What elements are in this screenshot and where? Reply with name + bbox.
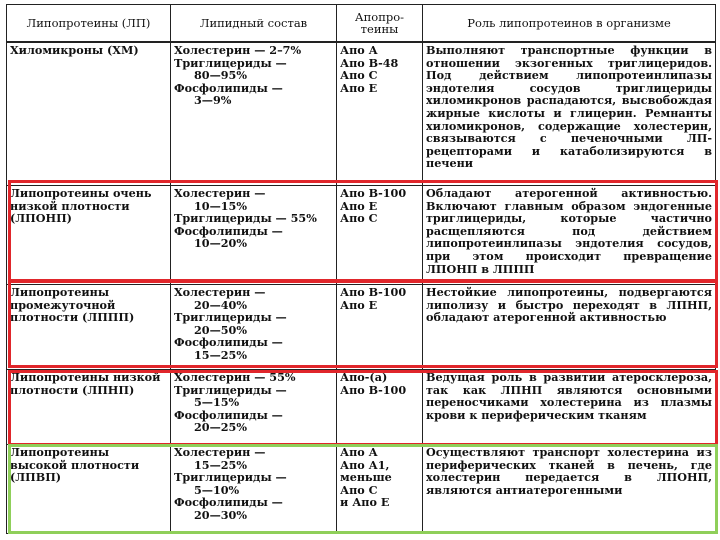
row-name: Липопротеины очень низкой плотности (ЛПОНП) <box>7 186 171 285</box>
row-apo: Апо В-100 Апо Е Апо С <box>337 186 423 285</box>
row-apo: Апо-(а) Апо В-100 <box>337 370 423 445</box>
header-lipoproteins: Липопротеины (ЛП) <box>7 5 171 43</box>
table-row-lponp <box>7 186 716 285</box>
row-apo: Апо В-100 Апо Е <box>337 285 423 370</box>
row-lipids: Холестерин — 20—40% Триглицериды — 20—50% Фосфолипиды — 15—25% <box>171 285 337 370</box>
lipoprotein-table <box>6 4 716 534</box>
row-apo: Апо А Апо А1, меньше Апо С и Апо Е <box>337 445 423 534</box>
header-lipid-composition: Липидный состав <box>171 5 337 43</box>
row-lipids: Холестерин — 10—15% Триглицериды — 55% Фосфолипиды — 10—20% <box>171 186 337 285</box>
lipoprotein-table-sheet <box>6 4 716 536</box>
header-apoproteins: Апопро- теины <box>337 5 423 43</box>
table-row-hm <box>7 42 716 186</box>
row-role: Ведущая роль в развитии атеросклероза, так как ЛПНП являются основными переносчиками холестерина из плазмы крови к периферическим тканям <box>423 370 716 445</box>
row-name: Липопротеины высокой плотности (ЛПВП) <box>7 445 171 534</box>
table-row-lpvp <box>7 445 716 534</box>
row-role: Обладают атерогенной активностью. Включают главным образом эндогенные триглицериды, которые частично расщепляются под действием липопротеинлипазы эндотелия сосудов, при этом происходит превращение ЛПОНП в ЛППП <box>423 186 716 285</box>
table-row-lpnp <box>7 370 716 445</box>
row-role: Осуществляют транспорт холестерина из периферических тканей в печень, где холестерин передается в ЛПОНП, являются антиатерогенными <box>423 445 716 534</box>
row-role: Нестойкие липопротеины, подвергаются липолизу и быстро переходят в ЛПНП, обладают атерогенной активностью <box>423 285 716 370</box>
row-role: Выполняют транспортные функции в отношении экзогенных триглицеридов. Под действием липопротеинлипазы эндотелия сосудов триглицериды хиломикронов распадаются, высвобождая жирные кислоты и глицерин. Ремнанты хиломикронов, содержащие холестерин, связываются с печеночными ЛП-рецепторами и катаболизируются в печени <box>423 42 716 186</box>
header-role: Роль липопротеинов в организме <box>423 5 716 43</box>
row-name: Хиломикроны (ХМ) <box>7 42 171 186</box>
row-name: Липопротеины промежуточной плотности (ЛППП) <box>7 285 171 370</box>
row-name: Липопротеины низкой плотности (ЛПНП) <box>7 370 171 445</box>
row-apo: Апо А Апо В-48 Апо С Апо Е <box>337 42 423 186</box>
row-lipids: Холестерин — 55% Триглицериды — 5—15% Фосфолипиды — 20—25% <box>171 370 337 445</box>
row-lipids: Холестерин — 15—25% Триглицериды — 5—10% Фосфолипиды — 20—30% <box>171 445 337 534</box>
table-header-row <box>7 5 716 43</box>
row-lipids: Холестерин — 2–7% Триглицериды — 80—95% Фосфолипиды — 3—9% <box>171 42 337 186</box>
table-row-lppp <box>7 285 716 370</box>
